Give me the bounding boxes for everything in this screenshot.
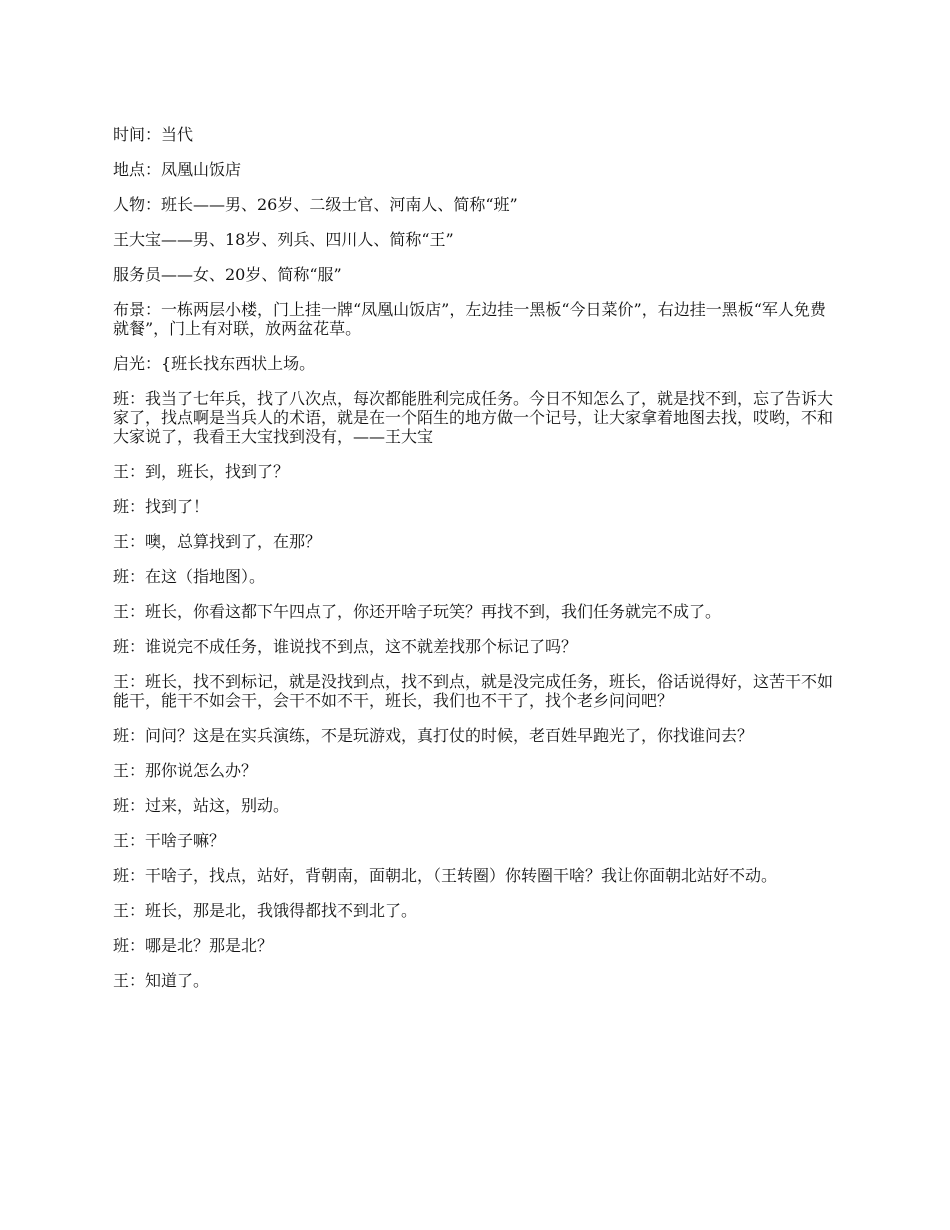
paragraph: 地点：凤凰山饭店	[113, 160, 242, 179]
paragraph: 班：问问？这是在实兵演练，不是玩游戏，真打仗的时候，老百姓早跑光了，你找谁问去？	[113, 726, 754, 745]
paragraph: 班：找到了！	[113, 497, 210, 516]
paragraph: 王：那你说怎么办？	[113, 761, 258, 780]
paragraph: 王：到，班长，找到了？	[113, 462, 290, 481]
paragraph: 王：知道了。	[113, 971, 210, 990]
paragraph: 班：干啥子，找点，站好，背朝南，面朝北，（王转圈）你转圈干啥？我让你面朝北站好不动。	[113, 866, 778, 885]
paragraph: 启光：{班长找东西状上场。	[113, 354, 316, 373]
paragraph: 班：过来，站这，别动。	[113, 796, 290, 815]
paragraph: 王：干啥子嘛？	[113, 831, 226, 850]
paragraph: 王：班长，你看这都下午四点了，你还开啥子玩笑？再找不到，我们任务就完不成了。	[113, 602, 722, 621]
paragraph: 王：噢，总算找到了，在那？	[113, 532, 322, 551]
paragraph: 布景：一栋两层小楼，门上挂一牌“凤凰山饭店”，左边挂一黑板“今日菜价”，右边挂一黑板“军人免费就餐”，门上有对联，放两盆花草。	[113, 300, 826, 338]
paragraph: 班：谁说完不成任务，谁说找不到点，这不就差找那个标记了吗？	[113, 637, 578, 656]
paragraph: 班：我当了七年兵，找了八次点，每次都能胜利完成任务。今日不知怎么了，就是找不到，忘了告诉大家了，找点啊是当兵人的术语，就是在一个陌生的地方做一个记号，让大家拿着地图去找，哎哟，不和大家说了，我看王大宝找到没有，——王大宝	[113, 389, 834, 446]
paragraph: 人物：班长——男、26岁、二级士官、河南人、简称“班”	[113, 195, 518, 214]
paragraph: 王大宝——男、18岁、列兵、四川人、简称“王”	[113, 230, 454, 249]
script-text	[113, 125, 841, 1006]
paragraph: 班：哪是北？那是北？	[113, 936, 274, 955]
paragraph: 王：班长，那是北，我饿得都找不到北了。	[113, 901, 418, 920]
paragraph: 时间：当代	[113, 125, 194, 144]
paragraph: 王：班长，找不到标记，就是没找到点，找不到点，就是没完成任务，班长，俗话说得好，这苦干不如能干，能干不如会干，会干不如不干，班长，我们也不干了，找个老乡问问吧？	[113, 672, 834, 710]
paragraph: 服务员——女、20岁、简称“服”	[113, 265, 342, 284]
paragraph: 班：在这（指地图）。	[113, 567, 266, 586]
